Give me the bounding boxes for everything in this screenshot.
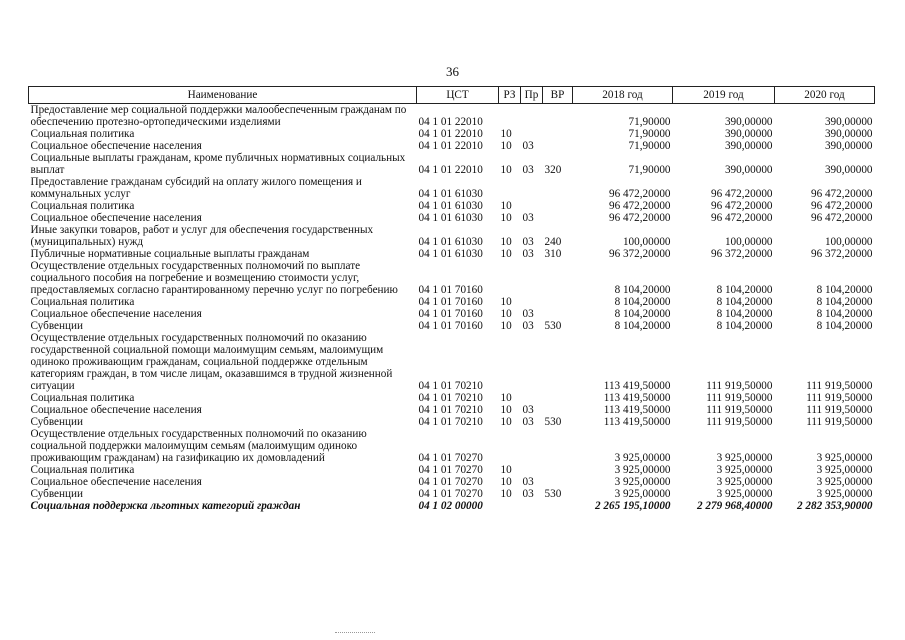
row-vr <box>543 464 573 476</box>
row-2019: 390,00000 <box>724 116 773 128</box>
row-2020: 111 919,50000 <box>806 392 873 404</box>
row-2019: 111 919,50000 <box>706 380 773 392</box>
row-pr: 03 <box>522 236 534 248</box>
row-pr <box>521 428 543 464</box>
row-rz <box>499 500 521 512</box>
row-name: Социальная политика <box>30 392 135 404</box>
header-vr: ВР <box>543 87 573 104</box>
row-2020: 8 104,20000 <box>816 308 873 320</box>
row-vr <box>543 128 573 140</box>
row-2019: 8 104,20000 <box>716 308 773 320</box>
row-2020: 8 104,20000 <box>816 296 873 308</box>
row-2018: 3 925,00000 <box>614 464 671 476</box>
header-name: Наименование <box>29 87 417 104</box>
row-2020: 3 925,00000 <box>816 452 873 464</box>
row-rz: 10 <box>500 392 512 404</box>
row-rz <box>499 332 521 392</box>
row-pr: 03 <box>522 308 534 320</box>
row-name: Иные закупки товаров, работ и услуг для обеспечения государственных (муниципальных) нужд <box>30 224 374 248</box>
row-2019: 111 919,50000 <box>706 416 773 428</box>
header-pr: Пр <box>521 87 543 104</box>
row-2019: 111 919,50000 <box>706 392 773 404</box>
row-pr <box>521 392 543 404</box>
row-2018: 71,90000 <box>628 164 671 176</box>
row-cst: 04 1 01 70160 <box>418 308 483 320</box>
row-pr <box>521 260 543 296</box>
row-cst: 04 1 01 70160 <box>418 320 483 332</box>
row-pr <box>521 332 543 392</box>
row-2020: 8 104,20000 <box>816 320 873 332</box>
row-pr <box>521 104 543 129</box>
row-pr <box>521 128 543 140</box>
row-pr <box>521 176 543 200</box>
row-cst: 04 1 01 61030 <box>418 200 483 212</box>
row-pr <box>521 200 543 212</box>
row-cst: 04 1 01 70270 <box>418 452 483 464</box>
row-vr <box>543 176 573 200</box>
row-2020: 100,00000 <box>824 236 873 248</box>
row-2018: 3 925,00000 <box>614 452 671 464</box>
row-2018: 113 419,50000 <box>603 404 671 416</box>
row-name: Предоставление гражданам субсидий на оплату жилого помещения и коммунальных услуг <box>30 176 362 200</box>
row-2018: 113 419,50000 <box>603 380 671 392</box>
row-2020: 8 104,20000 <box>816 284 873 296</box>
row-vr: 320 <box>544 164 562 176</box>
row-2018: 71,90000 <box>628 128 671 140</box>
row-2019: 3 925,00000 <box>716 488 773 500</box>
row-name: Субвенции <box>30 488 83 500</box>
table-row <box>29 224 875 248</box>
row-rz: 10 <box>500 488 512 500</box>
row-2018: 96 472,20000 <box>608 200 671 212</box>
row-2018: 71,90000 <box>628 116 671 128</box>
row-cst: 04 1 01 22010 <box>418 140 483 152</box>
page-number: 36 <box>446 64 459 79</box>
table-row <box>29 416 875 428</box>
row-name: Социальное обеспечение населения <box>30 140 202 152</box>
row-rz: 10 <box>500 212 512 224</box>
row-vr <box>543 428 573 464</box>
row-name: Социальные выплаты гражданам, кроме публичных нормативных социальных выплат <box>30 152 406 176</box>
row-pr: 03 <box>522 488 534 500</box>
row-rz: 10 <box>500 320 512 332</box>
row-vr <box>543 260 573 296</box>
row-vr <box>543 200 573 212</box>
row-2019: 390,00000 <box>724 164 773 176</box>
header-rz: РЗ <box>499 87 521 104</box>
row-2020: 96 472,20000 <box>810 200 873 212</box>
row-2018: 96 472,20000 <box>608 212 671 224</box>
row-2018: 113 419,50000 <box>603 392 671 404</box>
row-rz: 10 <box>500 308 512 320</box>
row-2019: 3 925,00000 <box>716 476 773 488</box>
row-rz <box>499 428 521 464</box>
table-row <box>29 428 875 464</box>
row-vr <box>543 140 573 152</box>
row-cst: 04 1 01 70270 <box>418 464 483 476</box>
row-2020: 3 925,00000 <box>816 464 873 476</box>
row-rz <box>499 260 521 296</box>
row-pr: 03 <box>522 248 534 260</box>
row-2018: 8 104,20000 <box>614 284 671 296</box>
table-row <box>29 212 875 224</box>
row-2019: 96 372,20000 <box>710 248 773 260</box>
row-vr <box>543 212 573 224</box>
row-rz: 10 <box>500 164 512 176</box>
row-cst: 04 1 01 70160 <box>418 296 483 308</box>
row-2020: 390,00000 <box>824 128 873 140</box>
table-row <box>29 308 875 320</box>
row-rz: 10 <box>500 236 512 248</box>
row-2018: 8 104,20000 <box>614 296 671 308</box>
row-vr: 530 <box>544 416 562 428</box>
row-cst: 04 1 01 22010 <box>418 164 483 176</box>
row-2020: 390,00000 <box>824 116 873 128</box>
row-2018: 8 104,20000 <box>614 320 671 332</box>
row-rz: 10 <box>500 200 512 212</box>
row-2018: 3 925,00000 <box>614 476 671 488</box>
table-body <box>29 104 875 513</box>
row-name: Социальная политика <box>30 200 135 212</box>
row-name: Предоставление мер социальной поддержки малообеспеченным гражданам по обеспечению протезно-ортопедическими изделиями <box>30 104 407 128</box>
table-row <box>29 488 875 500</box>
row-2019: 100,00000 <box>724 236 773 248</box>
row-2020: 390,00000 <box>824 164 873 176</box>
row-2019: 96 472,20000 <box>710 200 773 212</box>
row-pr <box>521 296 543 308</box>
row-2018: 2 265 195,10000 <box>594 500 671 512</box>
row-vr: 530 <box>544 488 562 500</box>
row-2020: 2 282 353,90000 <box>796 500 873 512</box>
table-row <box>29 392 875 404</box>
row-name: Социальное обеспечение населения <box>30 476 202 488</box>
row-cst: 04 1 01 70160 <box>418 284 483 296</box>
row-2020: 3 925,00000 <box>816 488 873 500</box>
row-2018: 113 419,50000 <box>603 416 671 428</box>
row-2019: 96 472,20000 <box>710 212 773 224</box>
row-name: Социальное обеспечение населения <box>30 404 202 416</box>
row-pr: 03 <box>522 164 534 176</box>
row-cst: 04 1 01 70210 <box>418 416 483 428</box>
row-name: Осуществление отдельных государственных полномочий по оказанию социальной поддержки малоимущим семьям (малоимущим одиноко проживающим гражданам) на газификацию их домовладений <box>30 428 367 464</box>
table-row <box>29 152 875 176</box>
table-row <box>29 128 875 140</box>
table-row <box>29 176 875 200</box>
row-cst: 04 1 01 61030 <box>418 248 483 260</box>
row-cst: 04 1 01 22010 <box>418 128 483 140</box>
row-cst: 04 1 01 61030 <box>418 212 483 224</box>
table-row <box>29 320 875 332</box>
row-rz: 10 <box>500 296 512 308</box>
row-cst: 04 1 01 61030 <box>418 236 483 248</box>
row-2020: 3 925,00000 <box>816 476 873 488</box>
row-vr <box>543 332 573 392</box>
row-cst: 04 1 01 70210 <box>418 380 483 392</box>
row-name: Социальная политика <box>30 128 135 140</box>
row-pr: 03 <box>522 212 534 224</box>
row-pr: 03 <box>522 404 534 416</box>
row-vr <box>543 104 573 129</box>
row-pr <box>521 500 543 512</box>
table-row <box>29 296 875 308</box>
row-2018: 100,00000 <box>622 236 671 248</box>
row-cst: 04 1 01 22010 <box>418 116 483 128</box>
table-row <box>29 200 875 212</box>
row-name: Социальное обеспечение населения <box>30 212 202 224</box>
row-2019: 111 919,50000 <box>706 404 773 416</box>
row-name: Социальная политика <box>30 296 135 308</box>
row-rz: 10 <box>500 248 512 260</box>
table-row <box>29 476 875 488</box>
row-name: Социальная политика <box>30 464 135 476</box>
table-row <box>29 500 875 512</box>
table-row <box>29 248 875 260</box>
row-2019: 3 925,00000 <box>716 464 773 476</box>
row-pr: 03 <box>522 140 534 152</box>
table-row <box>29 464 875 476</box>
row-2018: 96 472,20000 <box>608 188 671 200</box>
row-name: Субвенции <box>30 416 83 428</box>
row-name: Осуществление отдельных государственных полномочий по выплате социального пособия на погребение и возмещению стоимости услуг, предоставляемых согласно гарантированному перечню услуг по погребению <box>30 260 398 296</box>
row-2020: 390,00000 <box>824 140 873 152</box>
row-vr <box>543 404 573 416</box>
row-2020: 111 919,50000 <box>806 416 873 428</box>
budget-table <box>28 86 875 512</box>
row-cst: 04 1 01 70210 <box>418 392 483 404</box>
row-2018: 71,90000 <box>628 140 671 152</box>
row-cst: 04 1 02 00000 <box>418 500 483 512</box>
row-pr: 03 <box>522 416 534 428</box>
row-2019: 8 104,20000 <box>716 284 773 296</box>
row-vr <box>543 296 573 308</box>
header-2019: 2019 год <box>673 87 775 104</box>
row-2020: 96 472,20000 <box>810 212 873 224</box>
row-vr: 310 <box>544 248 562 260</box>
table-header-row <box>29 87 875 104</box>
scan-artifact <box>335 632 375 637</box>
row-pr <box>521 464 543 476</box>
row-name: Социальная поддержка льготных категорий граждан <box>30 500 301 512</box>
row-cst: 04 1 01 70210 <box>418 404 483 416</box>
row-pr: 03 <box>522 476 534 488</box>
row-name: Субвенции <box>30 320 83 332</box>
row-vr <box>543 476 573 488</box>
row-2019: 8 104,20000 <box>716 296 773 308</box>
row-vr <box>543 392 573 404</box>
header-2018: 2018 год <box>573 87 673 104</box>
row-2018: 8 104,20000 <box>614 308 671 320</box>
table-row <box>29 140 875 152</box>
row-2019: 390,00000 <box>724 128 773 140</box>
row-name: Социальное обеспечение населения <box>30 308 202 320</box>
row-vr <box>543 500 573 512</box>
header-cst: ЦСТ <box>417 87 499 104</box>
table-row <box>29 104 875 129</box>
row-cst: 04 1 01 70270 <box>418 476 483 488</box>
row-rz <box>499 176 521 200</box>
row-rz: 10 <box>500 128 512 140</box>
row-vr: 530 <box>544 320 562 332</box>
row-2020: 111 919,50000 <box>806 380 873 392</box>
row-name: Осуществление отдельных государственных полномочий по оказанию государственной социальной помощи малоимущим семьям, малоимущим одиноко проживающим гражданам, социальной поддержке отдельным категориям граждан, в том числе лицам, оказавшимся в трудной жизненной ситуации <box>30 332 393 392</box>
row-2018: 96 372,20000 <box>608 248 671 260</box>
row-2019: 96 472,20000 <box>710 188 773 200</box>
row-vr: 240 <box>544 236 562 248</box>
row-2019: 8 104,20000 <box>716 320 773 332</box>
table-row <box>29 404 875 416</box>
header-2020: 2020 год <box>775 87 875 104</box>
row-name: Публичные нормативные социальные выплаты гражданам <box>30 248 310 260</box>
row-2019: 390,00000 <box>724 140 773 152</box>
row-pr: 03 <box>522 320 534 332</box>
row-rz: 10 <box>500 416 512 428</box>
row-2019: 3 925,00000 <box>716 452 773 464</box>
row-rz: 10 <box>500 404 512 416</box>
row-cst: 04 1 01 61030 <box>418 188 483 200</box>
row-2020: 111 919,50000 <box>806 404 873 416</box>
row-rz: 10 <box>500 140 512 152</box>
row-2020: 96 472,20000 <box>810 188 873 200</box>
table-row <box>29 260 875 296</box>
table-row <box>29 332 875 392</box>
row-cst: 04 1 01 70270 <box>418 488 483 500</box>
row-rz: 10 <box>500 464 512 476</box>
row-vr <box>543 308 573 320</box>
row-2018: 3 925,00000 <box>614 488 671 500</box>
row-rz <box>499 104 521 129</box>
row-2020: 96 372,20000 <box>810 248 873 260</box>
row-2019: 2 279 968,40000 <box>696 500 773 512</box>
row-rz: 10 <box>500 476 512 488</box>
